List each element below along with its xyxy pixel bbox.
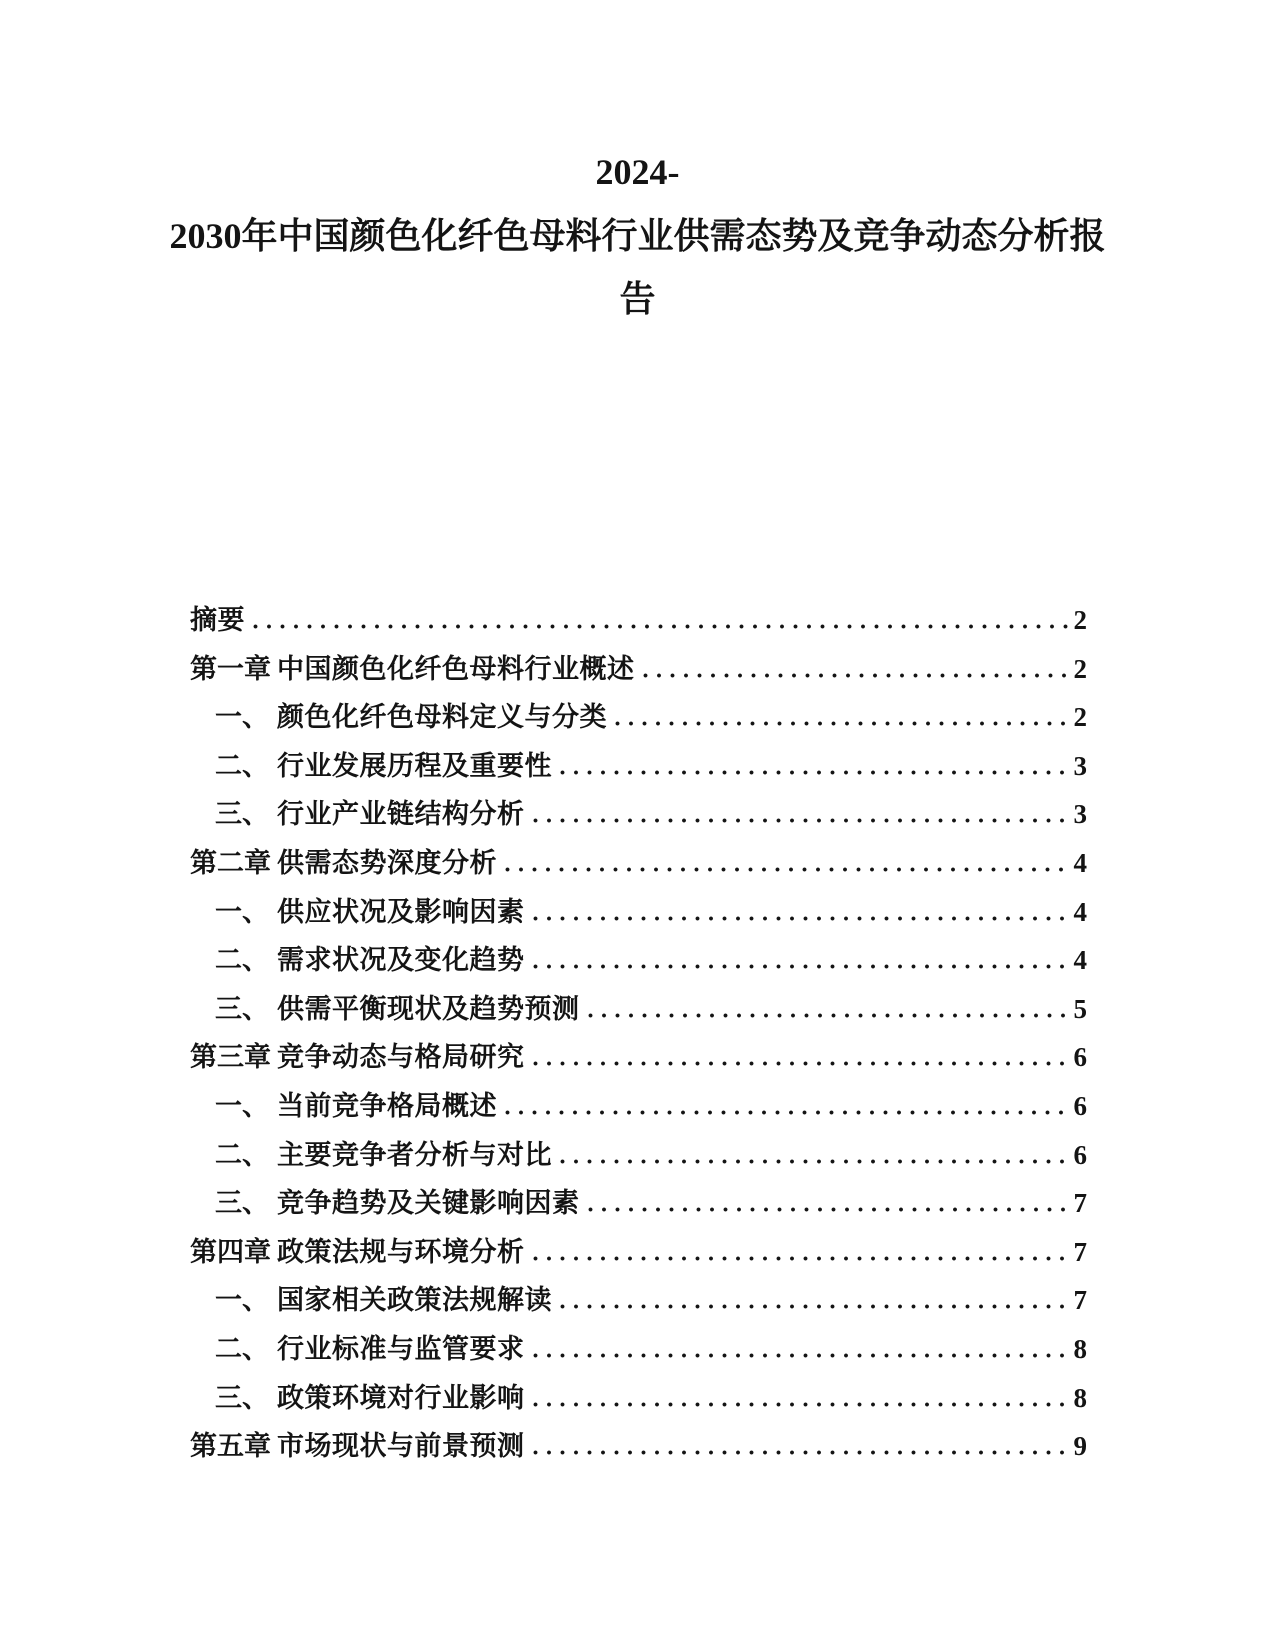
- dot-leader: [533, 1450, 1071, 1455]
- toc-entry[interactable]: [190, 1131, 1087, 1180]
- toc-entry[interactable]: [190, 985, 1087, 1034]
- toc-entry-title: 需求状况及变化趋势: [277, 945, 525, 976]
- toc-entry-number: 三、: [215, 1382, 269, 1413]
- dot-leader: [533, 964, 1071, 969]
- toc-entry-title: 政策环境对行业影响: [277, 1382, 525, 1413]
- toc-entry-number: 二、: [215, 1139, 269, 1170]
- toc-entry-number: 一、: [215, 702, 269, 733]
- toc-entry-number: 第一章: [190, 653, 271, 684]
- toc-entry[interactable]: [190, 790, 1087, 839]
- report-title-line: 2024-: [595, 152, 680, 192]
- toc-page-number: 2: [1073, 653, 1087, 684]
- toc-entry-title: 主要竞争者分析与对比: [277, 1139, 552, 1170]
- dot-leader: [533, 1353, 1071, 1358]
- toc-page-number: 2: [1073, 605, 1087, 635]
- toc-entry-title: 供应状况及影响因素: [277, 896, 525, 927]
- toc-entry-number: 第三章: [190, 1042, 271, 1073]
- toc-page-number: 6: [1073, 1139, 1087, 1170]
- toc-entry-number: 三、: [215, 1188, 269, 1219]
- toc-page-number: 5: [1073, 993, 1087, 1024]
- table-of-contents: [190, 596, 1087, 1471]
- toc-entry-title: 行业发展历程及重要性: [277, 750, 552, 781]
- toc-entry-number: 三、: [215, 799, 269, 830]
- toc-entry-number: 二、: [215, 1333, 269, 1364]
- toc-page-number: 6: [1073, 1090, 1087, 1121]
- toc-entry-number: 一、: [215, 896, 269, 927]
- toc-page-number: 4: [1073, 896, 1087, 927]
- toc-entry[interactable]: [190, 1228, 1087, 1277]
- toc-entry[interactable]: [190, 1276, 1087, 1325]
- toc-entry[interactable]: [190, 1422, 1087, 1471]
- toc-entry-number: 二、: [215, 750, 269, 781]
- dot-leader: [560, 1304, 1071, 1309]
- toc-page-number: 3: [1073, 799, 1087, 830]
- toc-entry-number: 二、: [215, 945, 269, 976]
- toc-entry[interactable]: [190, 645, 1087, 694]
- toc-entry-number: 一、: [215, 1285, 269, 1316]
- toc-entry[interactable]: [190, 1082, 1087, 1131]
- toc-entry-title: 颜色化纤色母料定义与分类: [277, 702, 607, 733]
- toc-page-number: 8: [1073, 1382, 1087, 1413]
- toc-entry-title: 摘要: [190, 605, 245, 635]
- dot-leader: [560, 1159, 1071, 1164]
- dot-leader: [533, 1061, 1071, 1066]
- toc-entry-title: 供需平衡现状及趋势预测: [277, 993, 580, 1024]
- toc-entry[interactable]: [190, 693, 1087, 742]
- toc-entry[interactable]: [190, 1325, 1087, 1374]
- toc-entry-number: 第二章: [190, 847, 271, 878]
- toc-entry[interactable]: [190, 1033, 1087, 1082]
- report-title-line: 告: [619, 279, 656, 319]
- toc-entry-title: 行业标准与监管要求: [277, 1333, 525, 1364]
- toc-entry-number: 第五章: [190, 1431, 271, 1462]
- toc-entry-title: 行业产业链结构分析: [277, 799, 525, 830]
- toc-page-number: 4: [1073, 945, 1087, 976]
- dot-leader: [533, 1402, 1071, 1407]
- toc-entry[interactable]: [190, 1374, 1087, 1423]
- toc-page-number: 4: [1073, 847, 1087, 878]
- toc-entry-title: 供需态势深度分析: [277, 847, 497, 878]
- toc-entry-number: 第四章: [190, 1236, 271, 1267]
- dot-leader: [505, 1110, 1071, 1115]
- toc-entry[interactable]: [190, 596, 1087, 645]
- toc-page-number: 2: [1073, 702, 1087, 733]
- dot-leader: [253, 624, 1071, 629]
- toc-entry[interactable]: [190, 742, 1087, 791]
- report-title-line: 2030年中国颜色化纤色母料行业供需态势及竞争动态分析报: [169, 215, 1106, 256]
- toc-entry-title: 当前竞争格局概述: [277, 1090, 497, 1121]
- toc-entry-number: 一、: [215, 1090, 269, 1121]
- toc-entry-number: 三、: [215, 993, 269, 1024]
- toc-page-number: 8: [1073, 1333, 1087, 1364]
- toc-page-number: 9: [1073, 1431, 1087, 1462]
- toc-entry-title: 国家相关政策法规解读: [277, 1285, 552, 1316]
- dot-leader: [560, 770, 1071, 775]
- toc-page-number: 3: [1073, 750, 1087, 781]
- report-title: [133, 141, 1143, 332]
- dot-leader: [533, 818, 1071, 823]
- toc-entry[interactable]: [190, 888, 1087, 937]
- toc-entry-title: 市场现状与前景预测: [277, 1431, 525, 1462]
- dot-leader: [615, 721, 1071, 726]
- dot-leader: [588, 1013, 1071, 1018]
- toc-entry[interactable]: [190, 839, 1087, 888]
- toc-page-number: 7: [1073, 1188, 1087, 1219]
- dot-leader: [643, 673, 1071, 678]
- toc-entry[interactable]: [190, 936, 1087, 985]
- toc-page-number: 6: [1073, 1042, 1087, 1073]
- toc-entry[interactable]: [190, 1179, 1087, 1228]
- dot-leader: [588, 1207, 1071, 1212]
- toc-entry-title: 竞争动态与格局研究: [277, 1042, 525, 1073]
- dot-leader: [533, 1256, 1071, 1261]
- toc-entry-title: 中国颜色化纤色母料行业概述: [277, 653, 635, 684]
- toc-page-number: 7: [1073, 1285, 1087, 1316]
- toc-entry-title: 竞争趋势及关键影响因素: [277, 1188, 580, 1219]
- toc-page-number: 7: [1073, 1236, 1087, 1267]
- toc-entry-title: 政策法规与环境分析: [277, 1236, 525, 1267]
- dot-leader: [505, 867, 1071, 872]
- dot-leader: [533, 916, 1071, 921]
